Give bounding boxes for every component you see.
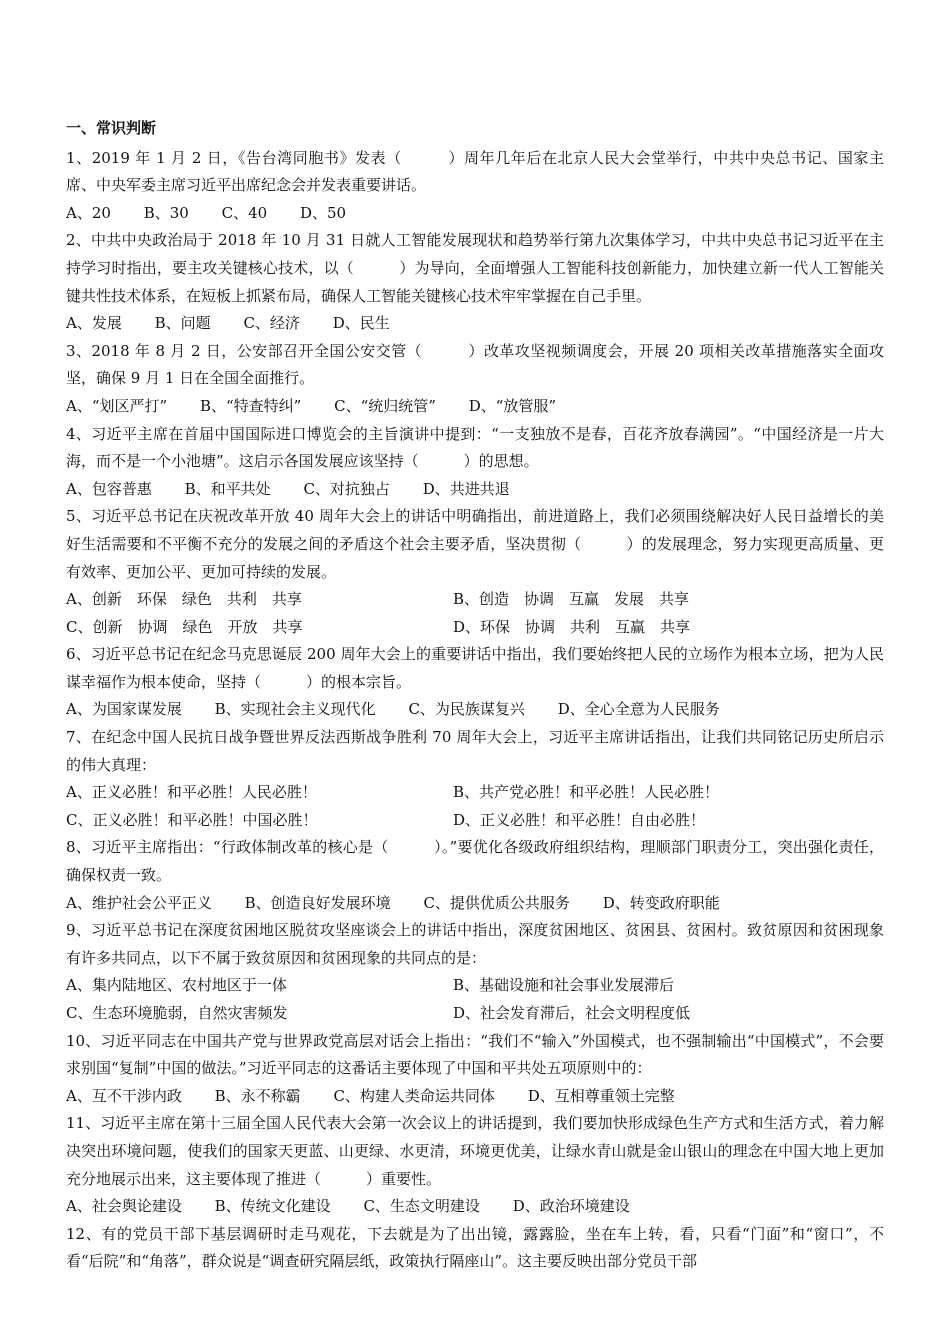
options-2 [66, 310, 884, 338]
option-b: B、传统文化建设 [214, 1197, 331, 1216]
option-b: B、实现社会主义现代化 [214, 700, 376, 719]
option-d: D、“放管服” [468, 396, 557, 415]
option-b: B、基础设施和社会事业发展滞后 [453, 976, 675, 995]
options-1 [66, 200, 884, 228]
option-a: A、“划区严打” [66, 396, 168, 415]
question-2: 2、中共中央政治局于 2018 年 10 月 31 日就人工智能发展现状和趋势举行第九次集体学习，中共中央总书记习近平在主持学习时指出，要主攻关键核心技术，以（ ）为导向，全面增强人工智能科技创新能力，加快建立新一代人工智能关键共性技术体系，在短板上抓紧布局，确保人工智能关键核心技术牢牢掌握在自己手里。 [66, 231, 884, 305]
option-d: D、全心全意为人民服务 [557, 700, 720, 719]
options-5 [66, 586, 884, 641]
option-c: C、为民族谋复兴 [408, 700, 525, 719]
question-7: 7、在纪念中国人民抗日战争暨世界反法西斯战争胜利 70 周年大会上，习近平主席讲话指出，让我们共同铭记历史所启示的伟大真理： [66, 728, 884, 774]
options-7 [66, 779, 884, 834]
option-b: B、创造良好发展环境 [244, 893, 391, 912]
option-c: C、构建人类命运共同体 [333, 1086, 495, 1105]
question-1: 1、2019 年 1 月 2 日，《告台湾同胞书》发表（ ）周年几年后在北京人民大会堂举行，中共中央总书记、国家主席、中央军委主席习近平出席纪念会并发表重要讲话。 [66, 148, 884, 195]
option-c: C、“统归统管” [334, 396, 436, 415]
option-a: A、互不干涉内政 [66, 1086, 182, 1105]
question-6: 6、习近平总书记在纪念马克思诞辰 200 周年大会上的重要讲话中指出，我们要始终把人民的立场作为根本立场，把为人民谋幸福作为根本使命，坚持（ ）的根本宗旨。 [66, 645, 884, 691]
option-b: B、“特查特纠” [199, 396, 302, 415]
option-b: B、30 [143, 203, 189, 222]
option-c: C、40 [221, 203, 268, 222]
option-a: A、为国家谋发展 [66, 700, 182, 719]
option-b: B、共产党必胜！和平必胜！人民必胜！ [453, 783, 720, 802]
option-c: C、生态文明建设 [363, 1197, 480, 1216]
question-5: 5、习近平总书记在庆祝改革开放 40 周年大会上的讲话中明确指出，前进道路上，我们必须围绕解决好人民日益增长的美好生活需要和不平衡不充分的发展之间的矛盾这个社会主要矛盾，坚决贯彻（ ）的发展理念，努力实现更高质量、更有效率、更加公平、更加可持续的发展。 [66, 507, 884, 581]
option-c: C、经济 [243, 314, 300, 333]
option-d: D、50 [299, 203, 347, 222]
option-c: C、创新 协调 绿色 开放 共享 [66, 617, 303, 636]
option-b: B、和平共处 [184, 479, 271, 498]
option-d: D、转变政府职能 [602, 893, 720, 912]
question-10: 10、习近平同志在中国共产党与世界政党高层对话会上指出：“我们不“输入”外国模式，也不强制输出“中国模式”，不会要求别国“复制”中国的做法。”习近平同志的这番话主要体现了中国和平共处五项原则中的： [66, 1031, 884, 1078]
option-d: D、社会发育滞后，社会文明程度低 [453, 1004, 691, 1022]
options-6 [66, 696, 884, 724]
options-4 [66, 476, 884, 504]
exam-page [66, 115, 884, 1276]
option-c: C、正义必胜！和平必胜！中国必胜！ [66, 810, 318, 829]
option-c: C、提供优质公共服务 [423, 893, 570, 912]
option-a: A、20 [66, 203, 111, 222]
option-a: A、社会舆论建设 [66, 1197, 182, 1216]
question-9: 9、习近平总书记在深度贫困地区脱贫攻坚座谈会上的讲话中指出，深度贫困地区、贫困县、贫困村。致贫原因和贫困现象有许多共同点，以下不属于致贫原因和贫困现象的共同点的是： [66, 921, 884, 967]
options-10 [66, 1083, 884, 1111]
question-12: 12、有的党员干部下基层调研时走马观花，下去就是为了出出镜，露露脸，坐在车上转，看，只看“门面”和“窗口”，不看“后院”和“角落”，群众说是“调查研究隔层纸，政策执行隔座山”。这主要反映出部分党员干部 [66, 1224, 884, 1271]
option-a: A、维护社会公平正义 [66, 893, 212, 912]
option-d: D、互相尊重领土完整 [527, 1086, 675, 1105]
option-c: C、对抗独占 [303, 479, 390, 498]
options-8 [66, 890, 884, 918]
option-a: A、创新 环保 绿色 共利 共享 [66, 590, 302, 609]
option-b: B、创造 协调 互赢 发展 共享 [453, 590, 690, 609]
option-a: A、包容普惠 [66, 479, 152, 498]
question-8: 8、习近平主席指出：“行政体制改革的核心是（ ）。”要优化各级政府组织结构，理顺部门职责分工，突出强化责任，确保权责一致。 [66, 838, 884, 885]
option-d: D、民生 [332, 314, 390, 333]
option-d: D、正义必胜！和平必胜！自由必胜！ [453, 810, 706, 829]
option-a: A、集内陆地区、农村地区于一体 [66, 976, 287, 995]
option-b: B、问题 [154, 314, 211, 333]
option-b: B、永不称霸 [214, 1086, 301, 1105]
option-a: A、正义必胜！和平必胜！人民必胜！ [66, 783, 317, 802]
section-title: 一、常识判断 [66, 119, 157, 137]
option-d: D、共进共退 [422, 479, 510, 498]
option-d: D、政治环境建设 [512, 1197, 630, 1216]
options-9 [66, 972, 884, 1027]
question-11: 11、习近平主席在第十三届全国人民代表大会第一次会议上的讲话提到，我们要加快形成绿色生产方式和生活方式，着力解决突出环境问题，使我们的国家天更蓝、山更绿、水更清，环境更优美，让绿水青山就是金山银山的理念在中国大地上更加充分地展示出来，这主要体现了推进（ ）重要性。 [66, 1114, 884, 1188]
question-3: 3、2018 年 8 月 2 日，公安部召开全国公安交管（ ）改革攻坚视频调度会，开展 20 项相关改革措施落实全面攻坚，确保 9 月 1 日在全国全面推行。 [66, 341, 884, 388]
option-c: C、生态环境脆弱，自然灾害频发 [66, 1004, 288, 1022]
option-a: A、发展 [66, 314, 122, 333]
options-11 [66, 1193, 884, 1221]
option-d: D、环保 协调 共利 互赢 共享 [453, 617, 691, 636]
question-4: 4、习近平主席在首届中国国际进口博览会的主旨演讲中提到：“一支独放不是春，百花齐放春满园”。“中国经济是一片大海，而不是一个小池塘”。这启示各国发展应该坚持（ ）的思想。 [66, 424, 884, 471]
options-3 [66, 393, 884, 421]
